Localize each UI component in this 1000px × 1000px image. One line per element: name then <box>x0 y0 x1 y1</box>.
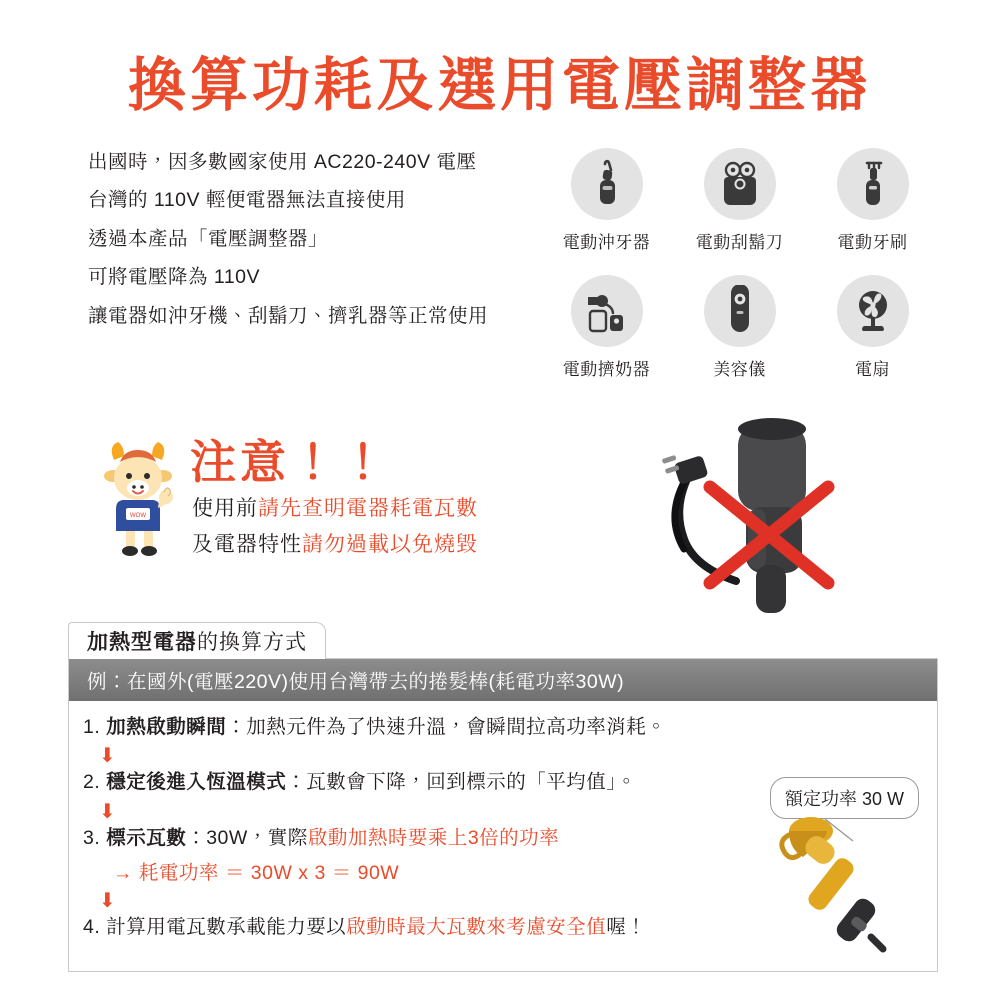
warning-line-1-highlight: 請先查明電器耗電瓦數 <box>258 497 478 520</box>
intro-line-1: 出國時，因多數國家使用 AC220-240V 電壓 <box>88 151 477 173</box>
appliance-label: 電動沖牙器 <box>562 233 651 252</box>
step-2-number: 2. <box>83 771 101 794</box>
step-2-rest: ：瓦數會下降，回到標示的「平均值」。 <box>286 771 637 794</box>
step-3-number: 3. <box>83 826 101 849</box>
warning-heading: 注意！！ <box>190 436 390 488</box>
electric-fan-icon <box>837 275 909 347</box>
step-arrow-3: ⬇ <box>99 890 116 913</box>
panel-body <box>68 658 938 972</box>
appliance-label: 電動擠奶器 <box>562 360 651 379</box>
step-1-rest: ：加熱元件為了快速升溫，會瞬間拉高功率消耗。 <box>226 716 667 738</box>
hairdryer-prohibited-photo <box>570 415 900 625</box>
step-4-plain-1: 計算用電瓦數承載能力要以 <box>106 916 347 939</box>
breast-pump-icon <box>571 275 643 347</box>
appliance-breast-pump <box>540 275 673 380</box>
step-1 <box>83 715 917 740</box>
appliance-electric-fan <box>806 275 939 380</box>
intro-line-3: 透過本產品「電壓調整器」 <box>88 227 329 250</box>
panel-tab-rest: 的換算方式 <box>197 631 307 654</box>
step-arrow-2: ⬇ <box>99 800 116 823</box>
warning-line-2-highlight: 請勿過載以免燒毀 <box>302 533 478 556</box>
cow-mascot <box>100 434 186 564</box>
appliance-row-2 <box>540 275 940 380</box>
beauty-device-icon <box>704 275 776 347</box>
step-arrow-1: ⬇ <box>99 745 116 768</box>
appliance-beauty-device <box>673 275 806 380</box>
intro-line-5: 讓電器如沖牙機、刮鬍刀、擠乳器等正常使用 <box>88 304 489 327</box>
panel-tab-bold: 加熱型電器 <box>87 631 197 654</box>
warning-line-1-plain: 使用前 <box>192 497 258 520</box>
appliance-row-1 <box>540 148 940 253</box>
appliance-label: 美容儀 <box>713 360 766 379</box>
step-4-plain-2: 喔！ <box>606 916 647 939</box>
appliance-label: 電動刮鬍刀 <box>695 233 784 252</box>
step-3-rest: ：30W，實際 <box>186 826 308 849</box>
step-3-orange: 啟動加熱時要乘上3倍的功率 <box>307 826 560 849</box>
step-1-bold: 加熱啟動瞬間 <box>106 716 227 738</box>
electric-shaver-icon <box>704 148 776 220</box>
appliance-electric-toothbrush <box>806 148 939 253</box>
appliance-label: 電扇 <box>855 360 890 379</box>
warning-line-2-plain: 及電器特性 <box>192 533 302 556</box>
svg-text:WOW: WOW <box>130 513 146 519</box>
warning-line-1 <box>192 492 478 522</box>
panel-tab <box>68 622 326 659</box>
appliance-electric-shaver <box>673 148 806 253</box>
rated-power-callout: 額定功率 30 W <box>770 777 919 819</box>
intro-line-2: 台灣的 110V 輕便電器無法直接使用 <box>88 189 406 212</box>
intro-text-block <box>88 150 548 342</box>
panel-example-header: 例：在國外(電壓220V)使用台灣帶去的捲髮棒(耗電功率30W) <box>69 659 937 701</box>
page-title: 換算功耗及選用電壓調整器 <box>127 53 872 118</box>
step-3-bold: 標示瓦數 <box>106 826 187 849</box>
appliance-icon-grid <box>540 148 940 380</box>
heating-conversion-panel <box>68 622 940 974</box>
warning-line-2 <box>192 528 478 558</box>
appliance-water-flosser <box>540 148 673 253</box>
step-4-orange: 啟動時最大瓦數來考慮安全值 <box>346 916 607 939</box>
water-flosser-icon <box>571 148 643 220</box>
electric-toothbrush-icon <box>837 148 909 220</box>
appliance-label: 電動牙刷 <box>837 233 908 252</box>
step-1-number: 1. <box>83 716 101 738</box>
step-4-number: 4. <box>83 916 101 939</box>
substep-arrow: → <box>113 862 133 885</box>
intro-line-4: 可將電壓降為 110V <box>88 266 261 289</box>
curling-iron-illustration <box>759 809 909 959</box>
substep-text: 耗電功率 ＝ 30W x 3 ＝ 90W <box>138 862 400 885</box>
step-2-bold: 穩定後進入恆溫模式 <box>106 771 287 794</box>
